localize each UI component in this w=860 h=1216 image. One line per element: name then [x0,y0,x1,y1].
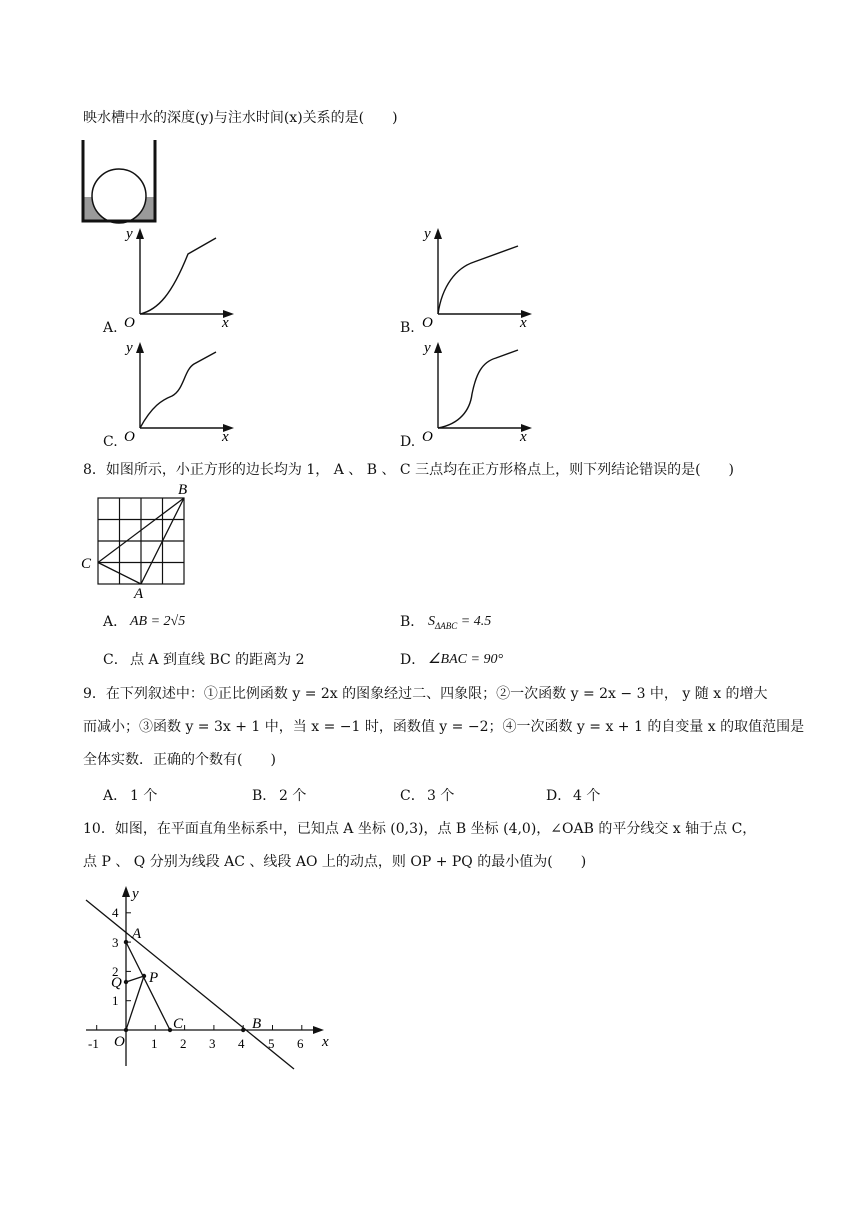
grid-label-a: A [134,586,144,602]
q8-option-a-text: AB = 2√5 [130,614,186,629]
graph-d-y: y [424,340,431,356]
q8-option-c-key: C． [103,652,128,668]
point-c-label: C [173,1016,184,1032]
q8-stem: 8．如图所示，小正方形的边长均为 1， A 、 B 、 C 三点均在正方形格点上，则下列结论错误的是( ) [83,462,734,478]
q7-graph-b [416,226,546,331]
q9-option-a-key: A． [103,788,128,804]
x-tick-neg1: -1 [88,1036,99,1051]
point-a-label: A [132,926,142,942]
graph-a-x: x [222,315,229,331]
y-tick-2: 2 [112,964,119,979]
q9-option-c-text: 3 个 [427,788,455,804]
q8-option-b-key: B． [400,614,425,630]
x-tick-6: 6 [297,1036,304,1051]
q8-option-c-text: 点 A 到直线 BC 的距离为 2 [130,652,305,668]
q8-option-b-rest: = 4.5 [457,614,492,629]
y-tick-4: 4 [112,905,119,920]
q9-option-d-text: 4 个 [573,788,601,804]
x-tick-2: 2 [180,1036,187,1051]
x-tick-3: 3 [209,1036,216,1051]
q7-option-b-label: B. [400,320,415,336]
q7-graph-a [118,226,248,331]
graph-c-y: y [126,340,133,356]
q9-line3: 全体实数．正确的个数有( ) [83,752,276,768]
q7-option-d-label: D. [400,434,416,450]
graph-d-x: x [520,429,527,445]
water-tank-figure [80,140,160,226]
curve-d [438,350,518,428]
x-tick-4: 4 [238,1036,245,1051]
q7-option-a-label: A. [103,320,118,336]
curve-b [438,246,518,314]
q8-option-d-key: D． [400,652,426,668]
q9-line1: 9．在下列叙述中：①正比例函数 y = 2x 的图象经过二、四象限；②一次函数 y = 2x − 3 中， y 随 x 的增大 [83,686,768,702]
q8-option-b-sub: ΔABC [435,620,458,631]
graph-a-y: y [126,226,133,242]
grid-label-c: C [81,556,92,572]
graph-c-x: x [222,429,229,445]
q10-line1: 10．如图，在平面直角坐标系中，已知点 A 坐标 (0,3)，点 B 坐标 (4,0)，∠OAB 的平分线交 x 轴于点 C， [83,821,757,837]
q9-option-b-text: 2 个 [279,788,307,804]
segment-pq [126,976,144,982]
q7-stem-tail: 映水槽中水的深度(y)与注水时间(x)关系的是( ) [83,110,398,126]
graph-d-origin: O [422,429,433,445]
graph-b-y: y [424,226,431,242]
curve-c [140,352,216,428]
grid-label-b: B [178,482,188,498]
q8-option-b-s: S [428,614,435,629]
graph-c-origin: O [124,429,135,445]
graph-b-x: x [520,315,527,331]
q7-graph-d [416,340,546,445]
q9-option-c-key: C． [400,788,425,804]
q9-option-d-key: D． [546,788,572,804]
q7-option-c-label: C. [103,434,118,450]
q8-option-a-key: A． [103,614,128,630]
tank-ball [92,169,146,223]
q10-coordinate-figure [80,886,350,1076]
graph-a-origin: O [124,315,135,331]
y-tick-3: 3 [112,935,119,950]
origin-label: O [114,1034,125,1050]
segment-op [126,976,144,1030]
q8-option-d-text: ∠BAC = 90° [428,652,504,667]
x-tick-1: 1 [151,1036,158,1051]
q8-grid-figure [78,482,198,600]
q9-line2: 而减小；③函数 y = 3x + 1 中，当 x = −1 时，函数值 y = −2；④一次函数 y = x + 1 的自变量 x 的取值范围是 [83,719,805,735]
q9-option-b-key: B． [252,788,277,804]
q7-graph-c [118,340,248,445]
point-q-label: Q [111,975,122,991]
graph-b-origin: O [422,315,433,331]
y-tick-1: 1 [112,993,119,1008]
axis-x-label: x [322,1034,329,1050]
point-p-label: P [149,970,159,986]
point-b-label: B [252,1016,262,1032]
segment-ac [126,942,170,1030]
curve-a [140,238,216,314]
q10-line2: 点 P 、 Q 分别为线段 AC 、线段 AO 上的动点，则 OP + PQ 的最小值为( ) [83,854,587,870]
x-tick-5: 5 [268,1036,275,1051]
q9-option-a-text: 1 个 [130,788,158,804]
axis-y-label: y [132,886,139,902]
